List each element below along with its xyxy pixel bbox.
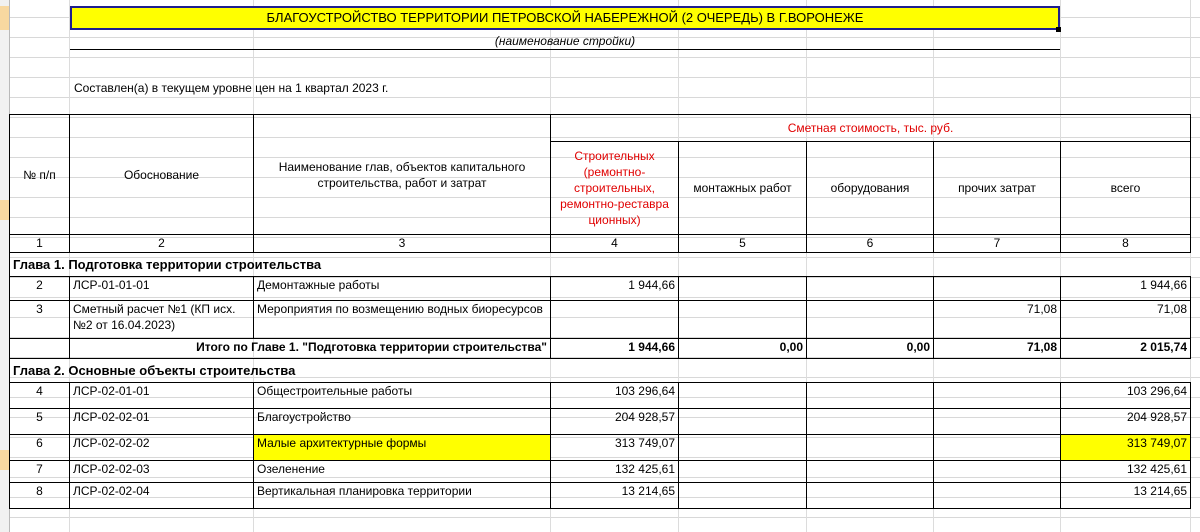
- row-total[interactable]: 1 944,66: [1061, 277, 1191, 301]
- chapter-heading-row: [10, 359, 1191, 383]
- row-equipment[interactable]: [807, 301, 934, 339]
- row-installation[interactable]: [679, 301, 807, 339]
- row-construction[interactable]: 1 944,66: [551, 277, 679, 301]
- header-num[interactable]: № п/п: [10, 115, 70, 235]
- row-total[interactable]: 13 214,65: [1061, 483, 1191, 509]
- subtitle-cell[interactable]: (наименование стройки): [494, 34, 636, 48]
- col-number[interactable]: 6: [807, 235, 934, 253]
- row-installation[interactable]: [679, 383, 807, 409]
- subtotal-label[interactable]: Итого по Главе 1. "Подготовка территории строительства": [70, 339, 551, 359]
- col-number[interactable]: 2: [70, 235, 254, 253]
- header-cost-group[interactable]: Сметная стоимость, тыс. руб.: [551, 115, 1191, 142]
- row-installation[interactable]: [679, 461, 807, 483]
- row-other[interactable]: [934, 461, 1061, 483]
- subtotal-row: [10, 339, 1191, 359]
- row-name-highlighted[interactable]: Малые архитектурные формы: [254, 435, 551, 461]
- row-equipment[interactable]: [807, 435, 934, 461]
- row-basis[interactable]: ЛСР-02-02-04: [70, 483, 254, 509]
- row-num[interactable]: 4: [10, 383, 70, 409]
- subtotal-equipment[interactable]: 0,00: [807, 339, 934, 359]
- subtotal-spacer: [10, 339, 70, 359]
- row-construction[interactable]: 132 425,61: [551, 461, 679, 483]
- row-basis[interactable]: ЛСР-02-02-02: [70, 435, 254, 461]
- header-other[interactable]: прочих затрат: [934, 142, 1061, 235]
- row-construction[interactable]: 313 749,07: [551, 435, 679, 461]
- row-other[interactable]: 71,08: [934, 301, 1061, 339]
- header-construction[interactable]: Строительных (ремонтно-строительных, ремонтно-реставра ционных): [551, 142, 679, 235]
- table-row: [10, 483, 1191, 509]
- subtitle-underline: [70, 49, 1060, 50]
- title-cell[interactable]: БЛАГОУСТРОЙСТВО ТЕРРИТОРИИ ПЕТРОВСКОЙ НАБЕРЕЖНОЙ (2 ОЧЕРЕДЬ) В Г.ВОРОНЕЖЕ: [70, 6, 1060, 30]
- col-number[interactable]: 7: [934, 235, 1061, 253]
- col-number[interactable]: 1: [10, 235, 70, 253]
- row-equipment[interactable]: [807, 483, 934, 509]
- estimate-table: [9, 114, 1191, 509]
- row-basis[interactable]: ЛСР-02-02-03: [70, 461, 254, 483]
- row-num[interactable]: 2: [10, 277, 70, 301]
- row-num[interactable]: 8: [10, 483, 70, 509]
- row-equipment[interactable]: [807, 277, 934, 301]
- table-row: [10, 435, 1191, 461]
- row-total[interactable]: 103 296,64: [1061, 383, 1191, 409]
- col-number[interactable]: 5: [679, 235, 807, 253]
- row-installation[interactable]: [679, 409, 807, 435]
- table-row: [10, 409, 1191, 435]
- row-installation[interactable]: [679, 435, 807, 461]
- col-number[interactable]: 4: [551, 235, 679, 253]
- row-basis[interactable]: Сметный расчет №1 (КП исх.№2 от 16.04.2023): [70, 301, 254, 339]
- row-basis[interactable]: ЛСР-01-01-01: [70, 277, 254, 301]
- row-total[interactable]: 204 928,57: [1061, 409, 1191, 435]
- row-num[interactable]: 3: [10, 301, 70, 339]
- row-name[interactable]: Благоустройство: [254, 409, 551, 435]
- header-row-group: [10, 115, 1191, 142]
- col-number[interactable]: 3: [254, 235, 551, 253]
- row-name[interactable]: Общестроительные работы: [254, 383, 551, 409]
- row-name[interactable]: Мероприятия по возмещению водных биоресурсов: [254, 301, 551, 339]
- chapter-heading-row: [10, 253, 1191, 277]
- table-row: [10, 277, 1191, 301]
- row-other[interactable]: [934, 277, 1061, 301]
- subtotal-total[interactable]: 2 015,74: [1061, 339, 1191, 359]
- row-other[interactable]: [934, 409, 1061, 435]
- row-construction[interactable]: [551, 301, 679, 339]
- row-basis[interactable]: ЛСР-02-02-01: [70, 409, 254, 435]
- price-level-cell[interactable]: Составлен(а) в текущем уровне цен на 1 квартал 2023 г.: [74, 81, 389, 95]
- row-equipment[interactable]: [807, 383, 934, 409]
- row-construction[interactable]: 103 296,64: [551, 383, 679, 409]
- subtotal-construction[interactable]: 1 944,66: [551, 339, 679, 359]
- row-equipment[interactable]: [807, 409, 934, 435]
- row-name[interactable]: Вертикальная планировка территории: [254, 483, 551, 509]
- subtotal-installation[interactable]: 0,00: [679, 339, 807, 359]
- header-equipment[interactable]: оборудования: [807, 142, 934, 235]
- column-number-row: [10, 235, 1191, 253]
- table-row: [10, 301, 1191, 339]
- row-installation[interactable]: [679, 277, 807, 301]
- row-name[interactable]: Демонтажные работы: [254, 277, 551, 301]
- row-construction[interactable]: 13 214,65: [551, 483, 679, 509]
- subtotal-other[interactable]: 71,08: [934, 339, 1061, 359]
- row-total-highlighted[interactable]: 313 749,07: [1061, 435, 1191, 461]
- chapter-1-title[interactable]: Глава 1. Подготовка территории строительства: [10, 253, 1191, 277]
- row-construction[interactable]: 204 928,57: [551, 409, 679, 435]
- row-num[interactable]: 6: [10, 435, 70, 461]
- row-basis[interactable]: ЛСР-02-01-01: [70, 383, 254, 409]
- row-total[interactable]: 71,08: [1061, 301, 1191, 339]
- row-other[interactable]: [934, 383, 1061, 409]
- col-number[interactable]: 8: [1061, 235, 1191, 253]
- row-num[interactable]: 5: [10, 409, 70, 435]
- table-row: [10, 383, 1191, 409]
- row-name[interactable]: Озеленение: [254, 461, 551, 483]
- header-installation[interactable]: монтажных работ: [679, 142, 807, 235]
- header-name[interactable]: Наименование глав, объектов капитального строительства, работ и затрат: [254, 115, 551, 235]
- row-installation[interactable]: [679, 483, 807, 509]
- selected-row-marker: [0, 450, 9, 470]
- row-num[interactable]: 7: [10, 461, 70, 483]
- chapter-2-title[interactable]: Глава 2. Основные объекты строительства: [10, 359, 1191, 383]
- table-row: [10, 461, 1191, 483]
- header-basis[interactable]: Обоснование: [70, 115, 254, 235]
- row-other[interactable]: [934, 435, 1061, 461]
- header-total[interactable]: всего: [1061, 142, 1191, 235]
- selected-row-marker: [0, 200, 9, 220]
- row-other[interactable]: [934, 483, 1061, 509]
- row-total[interactable]: 132 425,61: [1061, 461, 1191, 483]
- row-equipment[interactable]: [807, 461, 934, 483]
- selected-row-marker: [0, 6, 9, 30]
- fill-handle[interactable]: [1056, 27, 1061, 32]
